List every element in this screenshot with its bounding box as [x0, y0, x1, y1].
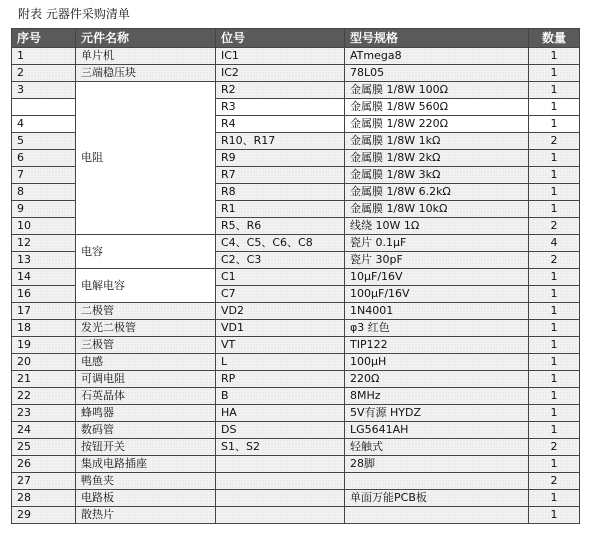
cell-spec: 100μH: [345, 354, 529, 371]
table-row: [12, 388, 580, 405]
cell-seq: 1: [12, 48, 76, 65]
cell-seq: 23: [12, 405, 76, 422]
cell-ref: VD1: [216, 320, 345, 337]
cell-qty: 1: [529, 371, 580, 388]
table-body: [12, 48, 580, 524]
header-ref: 位号: [216, 29, 345, 48]
cell-seq: 26: [12, 456, 76, 473]
cell-seq: 8: [12, 184, 76, 201]
header-name: 元件名称: [76, 29, 216, 48]
cell-qty: 4: [529, 235, 580, 252]
table-row: [12, 320, 580, 337]
cell-spec: 5V有源 HYDZ: [345, 405, 529, 422]
cell-qty: 1: [529, 456, 580, 473]
cell-ref: IC1: [216, 48, 345, 65]
cell-qty: 1: [529, 388, 580, 405]
cell-name: 集成电路插座: [76, 456, 216, 473]
cell-qty: 1: [529, 269, 580, 286]
cell-name: 电路板: [76, 490, 216, 507]
table-caption: 附表 元器件采购清单: [18, 7, 130, 21]
cell-ref: IC2: [216, 65, 345, 82]
cell-spec: 1N4001: [345, 303, 529, 320]
cell-ref: R5、R6: [216, 218, 345, 235]
table-row: [12, 507, 580, 524]
table-row: [12, 422, 580, 439]
cell-ref: DS: [216, 422, 345, 439]
table-row: [12, 82, 580, 99]
cell-qty: 1: [529, 320, 580, 337]
cell-name: 按钮开关: [76, 439, 216, 456]
cell-name: 二极管: [76, 303, 216, 320]
cell-qty: 1: [529, 507, 580, 524]
cell-spec: 220Ω: [345, 371, 529, 388]
table-row: [12, 354, 580, 371]
cell-qty: 2: [529, 439, 580, 456]
cell-spec: TIP122: [345, 337, 529, 354]
cell-seq: 13: [12, 252, 76, 269]
cell-seq: 27: [12, 473, 76, 490]
cell-name: 鸭鱼夹: [76, 473, 216, 490]
cell-ref: [216, 507, 345, 524]
cell-spec: 金属膜 1/8W 100Ω: [345, 82, 529, 99]
cell-name: 电感: [76, 354, 216, 371]
table-row: [12, 337, 580, 354]
cell-ref: VT: [216, 337, 345, 354]
cell-name: 三极管: [76, 337, 216, 354]
cell-seq: 14: [12, 269, 76, 286]
cell-ref: R8: [216, 184, 345, 201]
cell-ref: C7: [216, 286, 345, 303]
cell-spec: 瓷片 30pF: [345, 252, 529, 269]
cell-seq: 7: [12, 167, 76, 184]
table-row: [12, 65, 580, 82]
cell-seq: 28: [12, 490, 76, 507]
cell-qty: 1: [529, 48, 580, 65]
cell-spec: 单面万能PCB板: [345, 490, 529, 507]
cell-ref: R7: [216, 167, 345, 184]
cell-spec: 金属膜 1/8W 1kΩ: [345, 133, 529, 150]
cell-seq: 6: [12, 150, 76, 167]
cell-qty: 2: [529, 133, 580, 150]
cell-name: 石英晶体: [76, 388, 216, 405]
cell-ref: L: [216, 354, 345, 371]
table-row: [12, 235, 580, 252]
cell-qty: 1: [529, 65, 580, 82]
cell-qty: 1: [529, 405, 580, 422]
cell-name: 电解电容: [76, 269, 216, 303]
cell-seq: 18: [12, 320, 76, 337]
header-qty: 数量: [529, 29, 580, 48]
cell-seq: 20: [12, 354, 76, 371]
cell-name: 单片机: [76, 48, 216, 65]
cell-name: 数码管: [76, 422, 216, 439]
cell-ref: B: [216, 388, 345, 405]
cell-seq: [12, 99, 76, 116]
cell-spec: 78L05: [345, 65, 529, 82]
header-spec: 型号规格: [345, 29, 529, 48]
cell-seq: 4: [12, 116, 76, 133]
table-row: [12, 456, 580, 473]
table-row: [12, 48, 580, 65]
cell-qty: 1: [529, 167, 580, 184]
cell-seq: 5: [12, 133, 76, 150]
cell-spec: 金属膜 1/8W 3kΩ: [345, 167, 529, 184]
cell-qty: 1: [529, 99, 580, 116]
cell-qty: 1: [529, 150, 580, 167]
table-row: [12, 303, 580, 320]
table-row: [12, 439, 580, 456]
cell-seq: 3: [12, 82, 76, 99]
parts-table-wrapper: [11, 28, 579, 524]
table-row: [12, 269, 580, 286]
cell-name: 电容: [76, 235, 216, 269]
cell-ref: S1、S2: [216, 439, 345, 456]
cell-ref: [216, 490, 345, 507]
cell-qty: 1: [529, 422, 580, 439]
cell-qty: 2: [529, 252, 580, 269]
cell-spec: 线绕 10W 1Ω: [345, 218, 529, 235]
cell-spec: 金属膜 1/8W 6.2kΩ: [345, 184, 529, 201]
parts-table: [11, 28, 580, 524]
cell-qty: 1: [529, 337, 580, 354]
cell-name: 可调电阻: [76, 371, 216, 388]
cell-seq: 25: [12, 439, 76, 456]
cell-qty: 2: [529, 218, 580, 235]
cell-spec: 金属膜 1/8W 560Ω: [345, 99, 529, 116]
cell-seq: 16: [12, 286, 76, 303]
cell-qty: 1: [529, 116, 580, 133]
cell-name: 蜂鸣器: [76, 405, 216, 422]
cell-spec: 10μF/16V: [345, 269, 529, 286]
cell-name: 散热片: [76, 507, 216, 524]
cell-spec: LG5641AH: [345, 422, 529, 439]
cell-ref: RP: [216, 371, 345, 388]
cell-name: 三端稳压块: [76, 65, 216, 82]
cell-spec: [345, 507, 529, 524]
cell-seq: 9: [12, 201, 76, 218]
cell-seq: 10: [12, 218, 76, 235]
cell-qty: 1: [529, 201, 580, 218]
table-row: [12, 405, 580, 422]
cell-qty: 1: [529, 490, 580, 507]
cell-spec: 金属膜 1/8W 2kΩ: [345, 150, 529, 167]
cell-spec: 瓷片 0.1μF: [345, 235, 529, 252]
header-seq: 序号: [12, 29, 76, 48]
cell-name: 发光二极管: [76, 320, 216, 337]
cell-seq: 12: [12, 235, 76, 252]
cell-seq: 21: [12, 371, 76, 388]
cell-spec: 28脚: [345, 456, 529, 473]
cell-name: 电阻: [76, 82, 216, 235]
table-row: [12, 490, 580, 507]
cell-ref: R10、R17: [216, 133, 345, 150]
cell-ref: [216, 473, 345, 490]
cell-ref: [216, 456, 345, 473]
cell-ref: R9: [216, 150, 345, 167]
cell-spec: φ3 红色: [345, 320, 529, 337]
cell-qty: 2: [529, 473, 580, 490]
cell-ref: C2、C3: [216, 252, 345, 269]
cell-ref: R2: [216, 82, 345, 99]
cell-seq: 24: [12, 422, 76, 439]
cell-qty: 1: [529, 286, 580, 303]
cell-seq: 2: [12, 65, 76, 82]
cell-spec: 金属膜 1/8W 10kΩ: [345, 201, 529, 218]
cell-ref: VD2: [216, 303, 345, 320]
cell-qty: 1: [529, 303, 580, 320]
cell-ref: R3: [216, 99, 345, 116]
cell-spec: 金属膜 1/8W 220Ω: [345, 116, 529, 133]
cell-ref: C4、C5、C6、C8: [216, 235, 345, 252]
cell-ref: C1: [216, 269, 345, 286]
cell-seq: 17: [12, 303, 76, 320]
cell-spec: [345, 473, 529, 490]
header-row: [12, 29, 580, 48]
cell-spec: 8MHz: [345, 388, 529, 405]
cell-qty: 1: [529, 82, 580, 99]
cell-qty: 1: [529, 354, 580, 371]
cell-seq: 19: [12, 337, 76, 354]
cell-spec: 100μF/16V: [345, 286, 529, 303]
cell-qty: 1: [529, 184, 580, 201]
table-row: [12, 473, 580, 490]
cell-spec: ATmega8: [345, 48, 529, 65]
cell-ref: HA: [216, 405, 345, 422]
cell-seq: 29: [12, 507, 76, 524]
cell-seq: 22: [12, 388, 76, 405]
table-row: [12, 371, 580, 388]
cell-ref: R4: [216, 116, 345, 133]
cell-ref: R1: [216, 201, 345, 218]
cell-spec: 轻触式: [345, 439, 529, 456]
